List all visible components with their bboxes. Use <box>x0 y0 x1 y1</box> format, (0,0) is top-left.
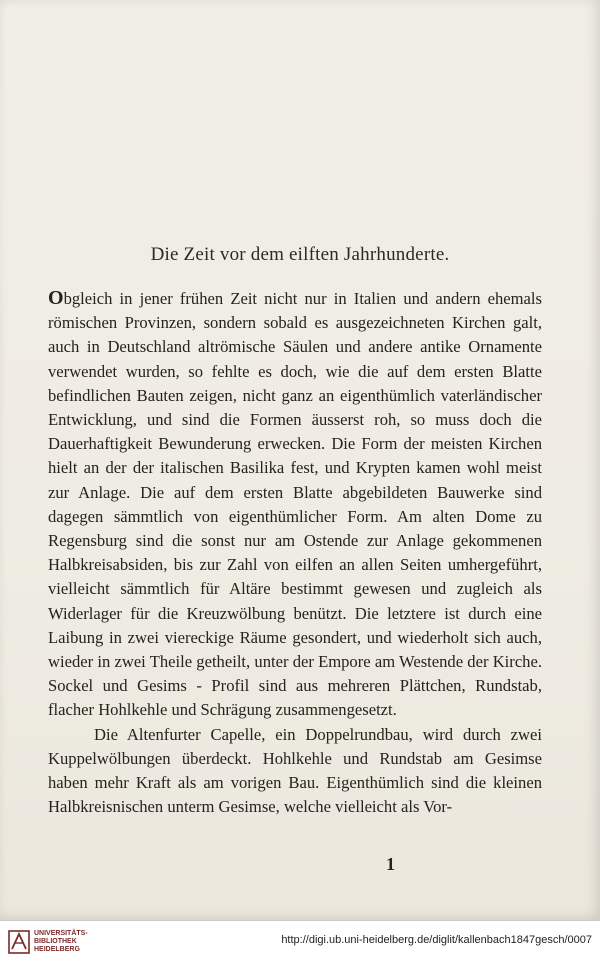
page-number: 1 <box>386 854 395 874</box>
logo-line: UNIVERSITÄTS- <box>34 930 88 937</box>
paragraph-1-text: bgleich in jener frühen Zeit nicht nur in Italien und andern ehemals römischen Provinzen, sondern sobald es ausgezeichneten Kirchen galt, auch in Deutschland altrömische Säulen und andere antike Ornamente verwendet wurden, so fehlte es doch, wie die auf dem ersten Blatte befindlichen Bauten zeigen, nicht ganz an eigenthümlich vaterländischer Entwicklung, und sind die Formen äusserst roh, so muss doch die Dauerhaftigkeit Bewunderung erwecken. Die Form der meisten Kirchen hielt an der der italischen Basilika fest, und Krypten kamen wohl meist zur Anlage. Die auf dem ersten Blatte abgebildeten Bauwerke sind dagegen sämmtlich von eigenthümlicher Form. Am alten Dome zu Regensburg sind die sonst nur am Ostende zur Anlage gekommenen Halbkreisabsiden, bis zur Zahl von eilfen an allen Seiten umhergeführt, vielleicht sämmtlich für Altäre bestimmt gewesen und zugleich als Widerlager für die Kreuzwölbung benützt. Die letztere ist durch eine Laibung in zwei viereckige Räume gesondert, und wiederholt sich auch, wieder in zwei Theile getheilt, unter der Empore am Westende der Kirche. Sockel und Gesims - Profil sind aus mehreren Plättchen, Rundstab, flacher Hohlkehle und Schrägung zusammengesetzt. <box>48 289 542 720</box>
chapter-heading: Die Zeit vor dem eilften Jahrhunderte. <box>150 244 450 265</box>
paragraph-1 <box>48 286 542 723</box>
library-logo-text <box>34 930 88 954</box>
paragraph-2: Die Altenfurter Capelle, ein Doppelrundbau, wird durch zwei Kuppelwölbungen überdeckt. Hohlkehle und Rundstab am Gesimse haben mehr Kraft als am vorigen Bau. Eigenthümlich sind die kleinen Halbkreisnischen unterm Gesimse, welche vielleicht als Vor- <box>48 724 542 817</box>
body-text <box>48 286 542 819</box>
library-logo-icon <box>8 929 30 955</box>
permalink-url[interactable]: http://digi.ub.uni-heidelberg.de/diglit/kallenbach1847gesch/0007 <box>281 934 592 946</box>
viewer-footer <box>0 920 600 963</box>
logo-line: HEIDELBERG <box>34 946 80 953</box>
logo-line: BIBLIOTHEK <box>34 938 77 945</box>
initial-letter: O <box>48 287 64 309</box>
